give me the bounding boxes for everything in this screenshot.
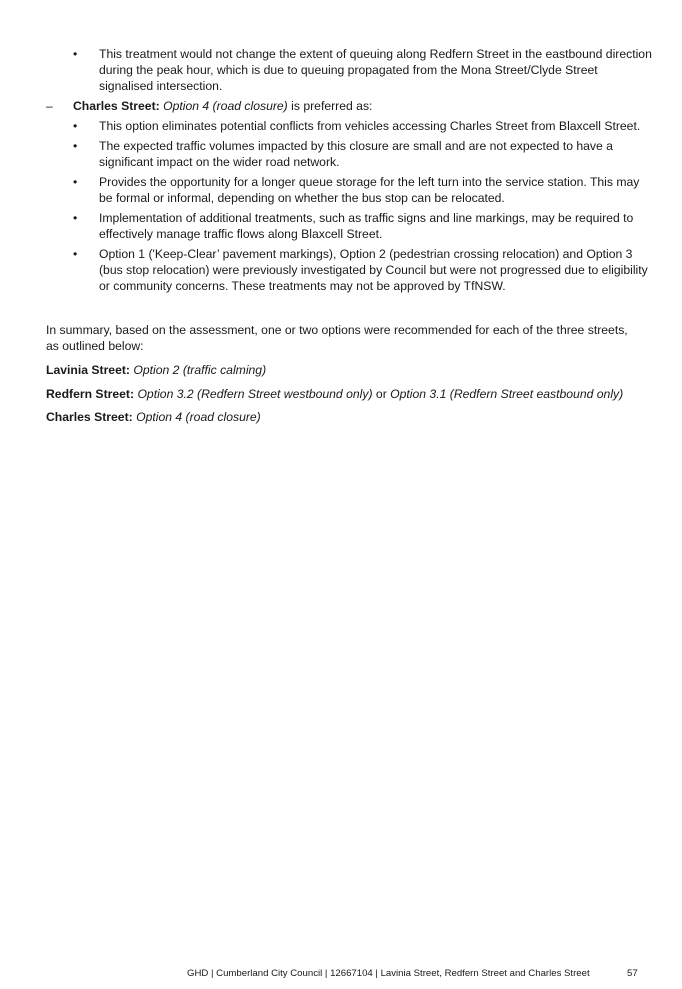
list-item bbox=[73, 246, 653, 294]
charles-suffix: is preferred as: bbox=[287, 99, 373, 113]
bullet-text: The expected traffic volumes impacted by this closure are small and are not expected to have a significant impact on the wider road network. bbox=[99, 139, 613, 169]
redfern-option-a: Option 3.2 (Redfern Street westbound only) bbox=[137, 387, 373, 401]
redfern-option-b: Option 3.1 (Redfern Street eastbound only) bbox=[390, 387, 624, 401]
charles-summary-option: Option 4 (road closure) bbox=[136, 410, 261, 424]
charles-option: Option 4 (road closure) bbox=[163, 99, 288, 113]
list-item bbox=[73, 118, 653, 134]
bullet-text: Option 1 ('Keep-Clear’ pavement markings), Option 2 (pedestrian crossing relocation) and Option 3 (bus stop relocation) were previously investigated by Council but were not progressed due to eligibility or community concerns. These treatments may not be approved by TfNSW. bbox=[99, 247, 648, 293]
bullet-text: This treatment would not change the extent of queuing along Redfern Street in the eastbound direction during the peak hour, which is due to queuing propagated from the Mona Street/Clyde Street signalised intersection. bbox=[99, 47, 652, 93]
bullet-symbol: • bbox=[73, 47, 78, 61]
lavinia-street-label: Lavinia Street: bbox=[46, 363, 130, 377]
bullet-text: Implementation of additional treatments, such as traffic signs and line markings, may be required to effectively manage traffic flows along Blaxcell Street. bbox=[99, 211, 634, 241]
list-item bbox=[73, 46, 653, 94]
summary-paragraph: In summary, based on the assessment, one or two options were recommended for each of the three streets, as outlined below: bbox=[46, 323, 628, 353]
lavinia-option: Option 2 (traffic calming) bbox=[133, 363, 267, 377]
list-item bbox=[73, 138, 653, 170]
bullet-symbol: • bbox=[73, 139, 78, 153]
charles-street-recommendation bbox=[46, 409, 646, 425]
bullet-symbol: • bbox=[73, 247, 78, 261]
dash-symbol: – bbox=[46, 99, 53, 113]
bullet-symbol: • bbox=[73, 175, 78, 189]
lavinia-street-recommendation bbox=[46, 362, 646, 378]
list-item bbox=[73, 174, 653, 206]
page-footer: GHD | Cumberland City Council | 12667104 | Lavinia Street, Redfern Street and Charles Street bbox=[187, 968, 590, 979]
charles-heading-text bbox=[73, 98, 372, 114]
charles-street-summary-label: Charles Street: bbox=[46, 410, 133, 424]
list-item bbox=[73, 210, 653, 242]
redfern-street-recommendation bbox=[46, 386, 646, 402]
charles-street-label: Charles Street: bbox=[73, 99, 160, 113]
redfern-street-label: Redfern Street: bbox=[46, 387, 135, 401]
bullet-symbol: • bbox=[73, 211, 78, 225]
bullet-text: Provides the opportunity for a longer queue storage for the left turn into the service station. This may be formal or informal, depending on whether the bus stop can be relocated. bbox=[99, 175, 640, 205]
redfern-joiner: or bbox=[372, 387, 391, 401]
charles-street-heading bbox=[46, 98, 646, 114]
bullet-symbol: • bbox=[73, 119, 78, 133]
bullet-text: This option eliminates potential conflicts from vehicles accessing Charles Street from Blaxcell Street. bbox=[99, 119, 641, 133]
page-number: 57 bbox=[627, 968, 638, 979]
